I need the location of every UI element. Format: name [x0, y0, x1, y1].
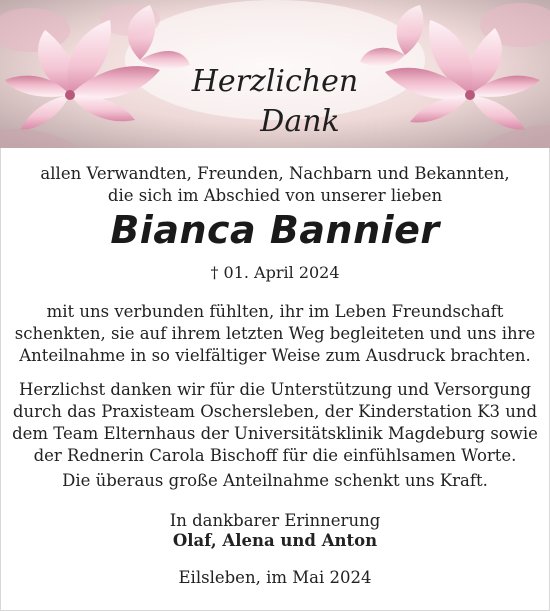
header-title-line2: Dank: [260, 104, 340, 139]
header-image: [0, 0, 550, 148]
intro-text: [0, 163, 550, 207]
signers: Olaf, Alena und Anton: [172, 531, 378, 550]
paragraph2-line-4: der Rednerin Carola Bischoff für die einfühlsamen Worte.: [33, 446, 517, 465]
paragraph2-line-3: dem Team Elternhaus der Universitätsklinik Magdeburg sowie: [12, 424, 538, 443]
paragraph1-line-1: mit uns verbunden fühlten, ihr im Leben Freundschaft: [46, 302, 504, 321]
intro-line-1: allen Verwandten, Freunden, Nachbarn und Bekannten,: [40, 164, 510, 183]
paragraph1-line-2: schenkten, sie auf ihrem letzten Weg begleiteten und uns ihre: [14, 324, 536, 343]
paragraph1-line-3: Anteilnahme in so vielfältiger Weise zum Ausdruck brachten.: [19, 346, 531, 365]
death-date: † 01. April 2024: [210, 263, 340, 282]
paragraph-gratitude: [0, 301, 550, 367]
paragraph2-line-1: Herzlichst danken wir für die Unterstützung und Versorgung: [18, 380, 532, 399]
place-date: Eilsleben, im Mai 2024: [178, 568, 372, 587]
intro-line-2: die sich im Abschied von unserer lieben: [107, 186, 443, 205]
paragraph2-line-2: durch das Praxisteam Oschersleben, der Kinderstation K3 und: [12, 402, 538, 421]
paragraph-strength: Die überaus große Anteilnahme schenkt uns Kraft.: [62, 471, 488, 490]
remembrance-text: In dankbarer Erinnerung: [169, 511, 381, 530]
header-title-line1: Herzlichen: [191, 64, 359, 99]
deceased-name: Bianca Bannier: [110, 208, 440, 252]
paragraph-thanks: [0, 379, 550, 467]
